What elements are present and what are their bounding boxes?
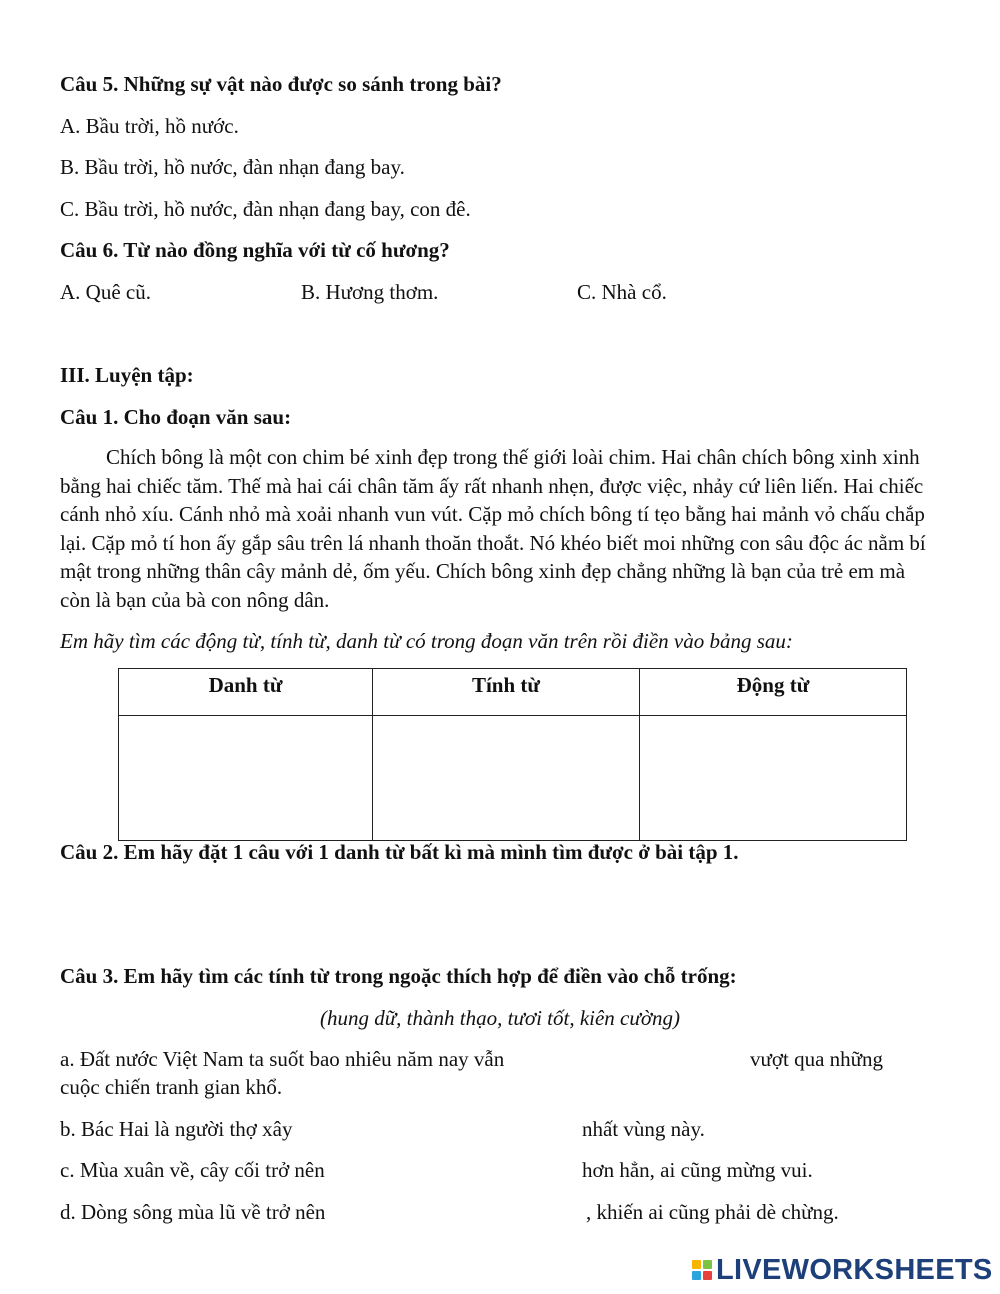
ex3-c-after: hơn hẳn, ai cũng mừng vui. <box>582 1158 813 1182</box>
logo-square <box>703 1271 712 1280</box>
ex3-c-before: c. Mùa xuân về, cây cối trở nên <box>60 1158 325 1182</box>
ex3-a-after: vượt qua những <box>750 1047 884 1071</box>
ex1-paragraph <box>60 443 940 615</box>
ex3-d-after: , khiến ai cũng phải dè chừng. <box>586 1200 839 1224</box>
liveworksheets-logo <box>692 1253 993 1287</box>
ex2-title: Câu 2. Em hãy đặt 1 câu với 1 danh từ bất kì mà mình tìm được ở bài tập 1. <box>60 840 739 864</box>
ex1-title: Câu 1. Cho đoạn văn sau: <box>60 405 292 429</box>
ex3-a-blank[interactable] <box>552 1046 746 1072</box>
ex3-choices: (hung dữ, thành thạo, tươi tốt, kiên cường) <box>319 1006 681 1030</box>
q5-option-c: C. Bầu trời, hồ nước, đàn nhạn đang bay, con đê. <box>60 197 471 221</box>
ex1-paragraph-text: Chích bông là một con chim bé xinh đẹp trong thế giới loài chim. Hai chân chích bông xinh xinh bằng hai chiếc tăm. Thế mà hai cái chân tăm ấy rất nhanh nhẹn, được việc, nhảy cứ liên liến. Hai chiếc cánh nhỏ xíu. Cánh nhỏ mà xoải nhanh vun vút. Cặp mỏ chích bông tí tẹo bằng hai mảnh vỏ chấu chắp lại. Cặp mỏ tí hon ấy gắp sâu trên lá nhanh thoăn thoắt. Nó khéo biết moi những con sâu độc ác nằm bí mật trong những thân cây mảnh dẻ, ốm yếu. Chích bông xinh đẹp chẳng những là bạn của trẻ em mà còn là bạn của bà con nông dân. <box>60 445 926 612</box>
ex3-d-blank[interactable] <box>357 1199 583 1225</box>
q6-option-b: B. Hương thơm. <box>301 280 439 304</box>
ex3-b-after: nhất vùng này. <box>582 1117 705 1141</box>
ex1-instruction: Em hãy tìm các động từ, tính từ, danh từ có trong đoạn văn trên rồi điền vào bảng sau: <box>60 629 793 653</box>
logo-square <box>703 1260 712 1269</box>
ex3-a-before: a. Đất nước Việt Nam ta suốt bao nhiêu năm nay vẫn <box>60 1047 505 1071</box>
ex3-d-before: d. Dòng sông mùa lũ về trở nên <box>60 1200 326 1224</box>
q6-option-a: A. Quê cũ. <box>60 280 151 304</box>
ex3-c-blank[interactable] <box>356 1157 580 1183</box>
header-dong-tu: Động từ <box>640 669 907 716</box>
q5-question: Câu 5. Những sự vật nào được so sánh trong bài? <box>60 72 502 96</box>
q5-option-b: B. Bầu trời, hồ nước, đàn nhạn đang bay. <box>60 155 405 179</box>
answer-cell-dong-tu[interactable] <box>640 716 907 841</box>
answer-table <box>118 668 907 841</box>
ex3-b-blank[interactable] <box>322 1116 578 1142</box>
answer-cell-tinh-tu[interactable] <box>373 716 640 841</box>
logo-square <box>692 1260 701 1269</box>
answer-cell-danh-tu[interactable] <box>119 716 373 841</box>
ex3-b-before: b. Bác Hai là người thợ xây <box>60 1117 293 1141</box>
logo-square <box>692 1271 701 1280</box>
header-tinh-tu: Tính từ <box>373 669 640 716</box>
ex3-title: Câu 3. Em hãy tìm các tính từ trong ngoặc thích hợp để điền vào chỗ trống: <box>60 964 737 988</box>
q6-option-c: C. Nhà cổ. <box>577 280 667 304</box>
ex2-answer-field[interactable] <box>60 885 944 937</box>
header-danh-tu: Danh từ <box>119 669 373 716</box>
section-title: III. Luyện tập: <box>60 363 194 387</box>
q5-option-a: A. Bầu trời, hồ nước. <box>60 114 239 138</box>
logo-text: LIVEWORKSHEETS <box>716 1253 993 1286</box>
q6-question: Câu 6. Từ nào đồng nghĩa với từ cố hương? <box>60 238 450 262</box>
logo-icon <box>692 1260 712 1280</box>
ex3-a-line2: cuộc chiến tranh gian khổ. <box>60 1075 283 1099</box>
